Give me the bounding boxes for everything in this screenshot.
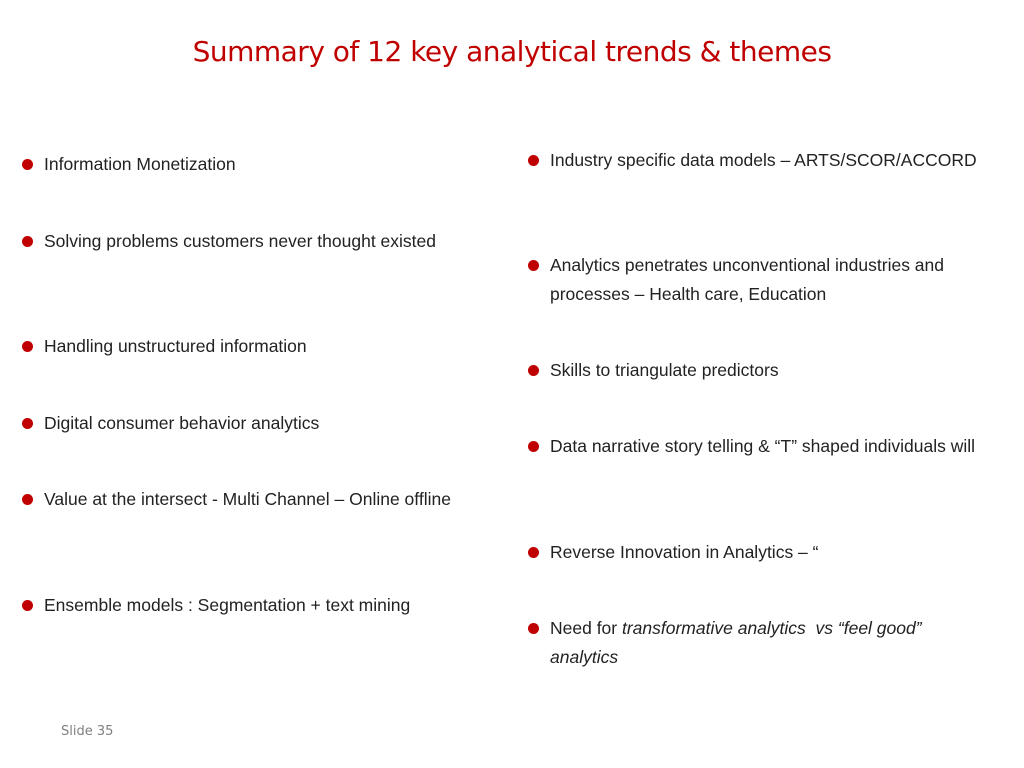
bullet-text: Digital consumer behavior analytics xyxy=(44,413,320,433)
slide-number: Slide 35 xyxy=(61,724,114,739)
bullet-text: Analytics penetrates unconventional industries and processes – Health care, Education xyxy=(550,255,944,304)
bullet-dot-icon xyxy=(528,365,539,376)
bullet-dot-icon xyxy=(22,341,33,352)
bullet-dot-icon xyxy=(22,236,33,247)
bullet-dot-icon xyxy=(528,155,539,166)
bullet-text: Ensemble models : Segmentation + text mining xyxy=(44,595,411,615)
bullet-text: Reverse Innovation in Analytics – “ xyxy=(550,542,819,562)
bullet-dot-icon xyxy=(22,494,33,505)
bullet-dot-icon xyxy=(22,159,33,170)
slide-title: Summary of 12 key analytical trends & themes xyxy=(192,35,832,68)
bullet-dot-icon xyxy=(528,547,539,558)
bullet-dot-icon xyxy=(528,441,539,452)
bullet-text: Skills to triangulate predictors xyxy=(550,360,779,380)
bullet-text: Industry specific data models – ARTS/SCOR/ACCORD xyxy=(550,150,977,170)
bullet-dot-icon xyxy=(528,623,539,634)
bullet-text: Handling unstructured information xyxy=(44,336,307,356)
bullet-dot-icon xyxy=(22,600,33,611)
italic-text-run: “feel good” analytics xyxy=(550,618,922,667)
bullet-text: Value at the intersect - Multi Channel – Online offline xyxy=(44,489,451,509)
bullet-text: Information Monetization xyxy=(44,154,236,174)
text-run: Need for xyxy=(550,618,622,638)
bullet-dot-icon xyxy=(528,260,539,271)
italic-text-run: vs xyxy=(805,618,838,638)
bullet-text: Solving problems customers never thought existed xyxy=(44,231,437,251)
bullet-text xyxy=(550,614,980,672)
bullet-text: Data narrative story telling & “T” shaped individuals will xyxy=(550,436,976,456)
bullet-dot-icon xyxy=(22,418,33,429)
italic-text-run: transformative analytics xyxy=(621,618,806,638)
